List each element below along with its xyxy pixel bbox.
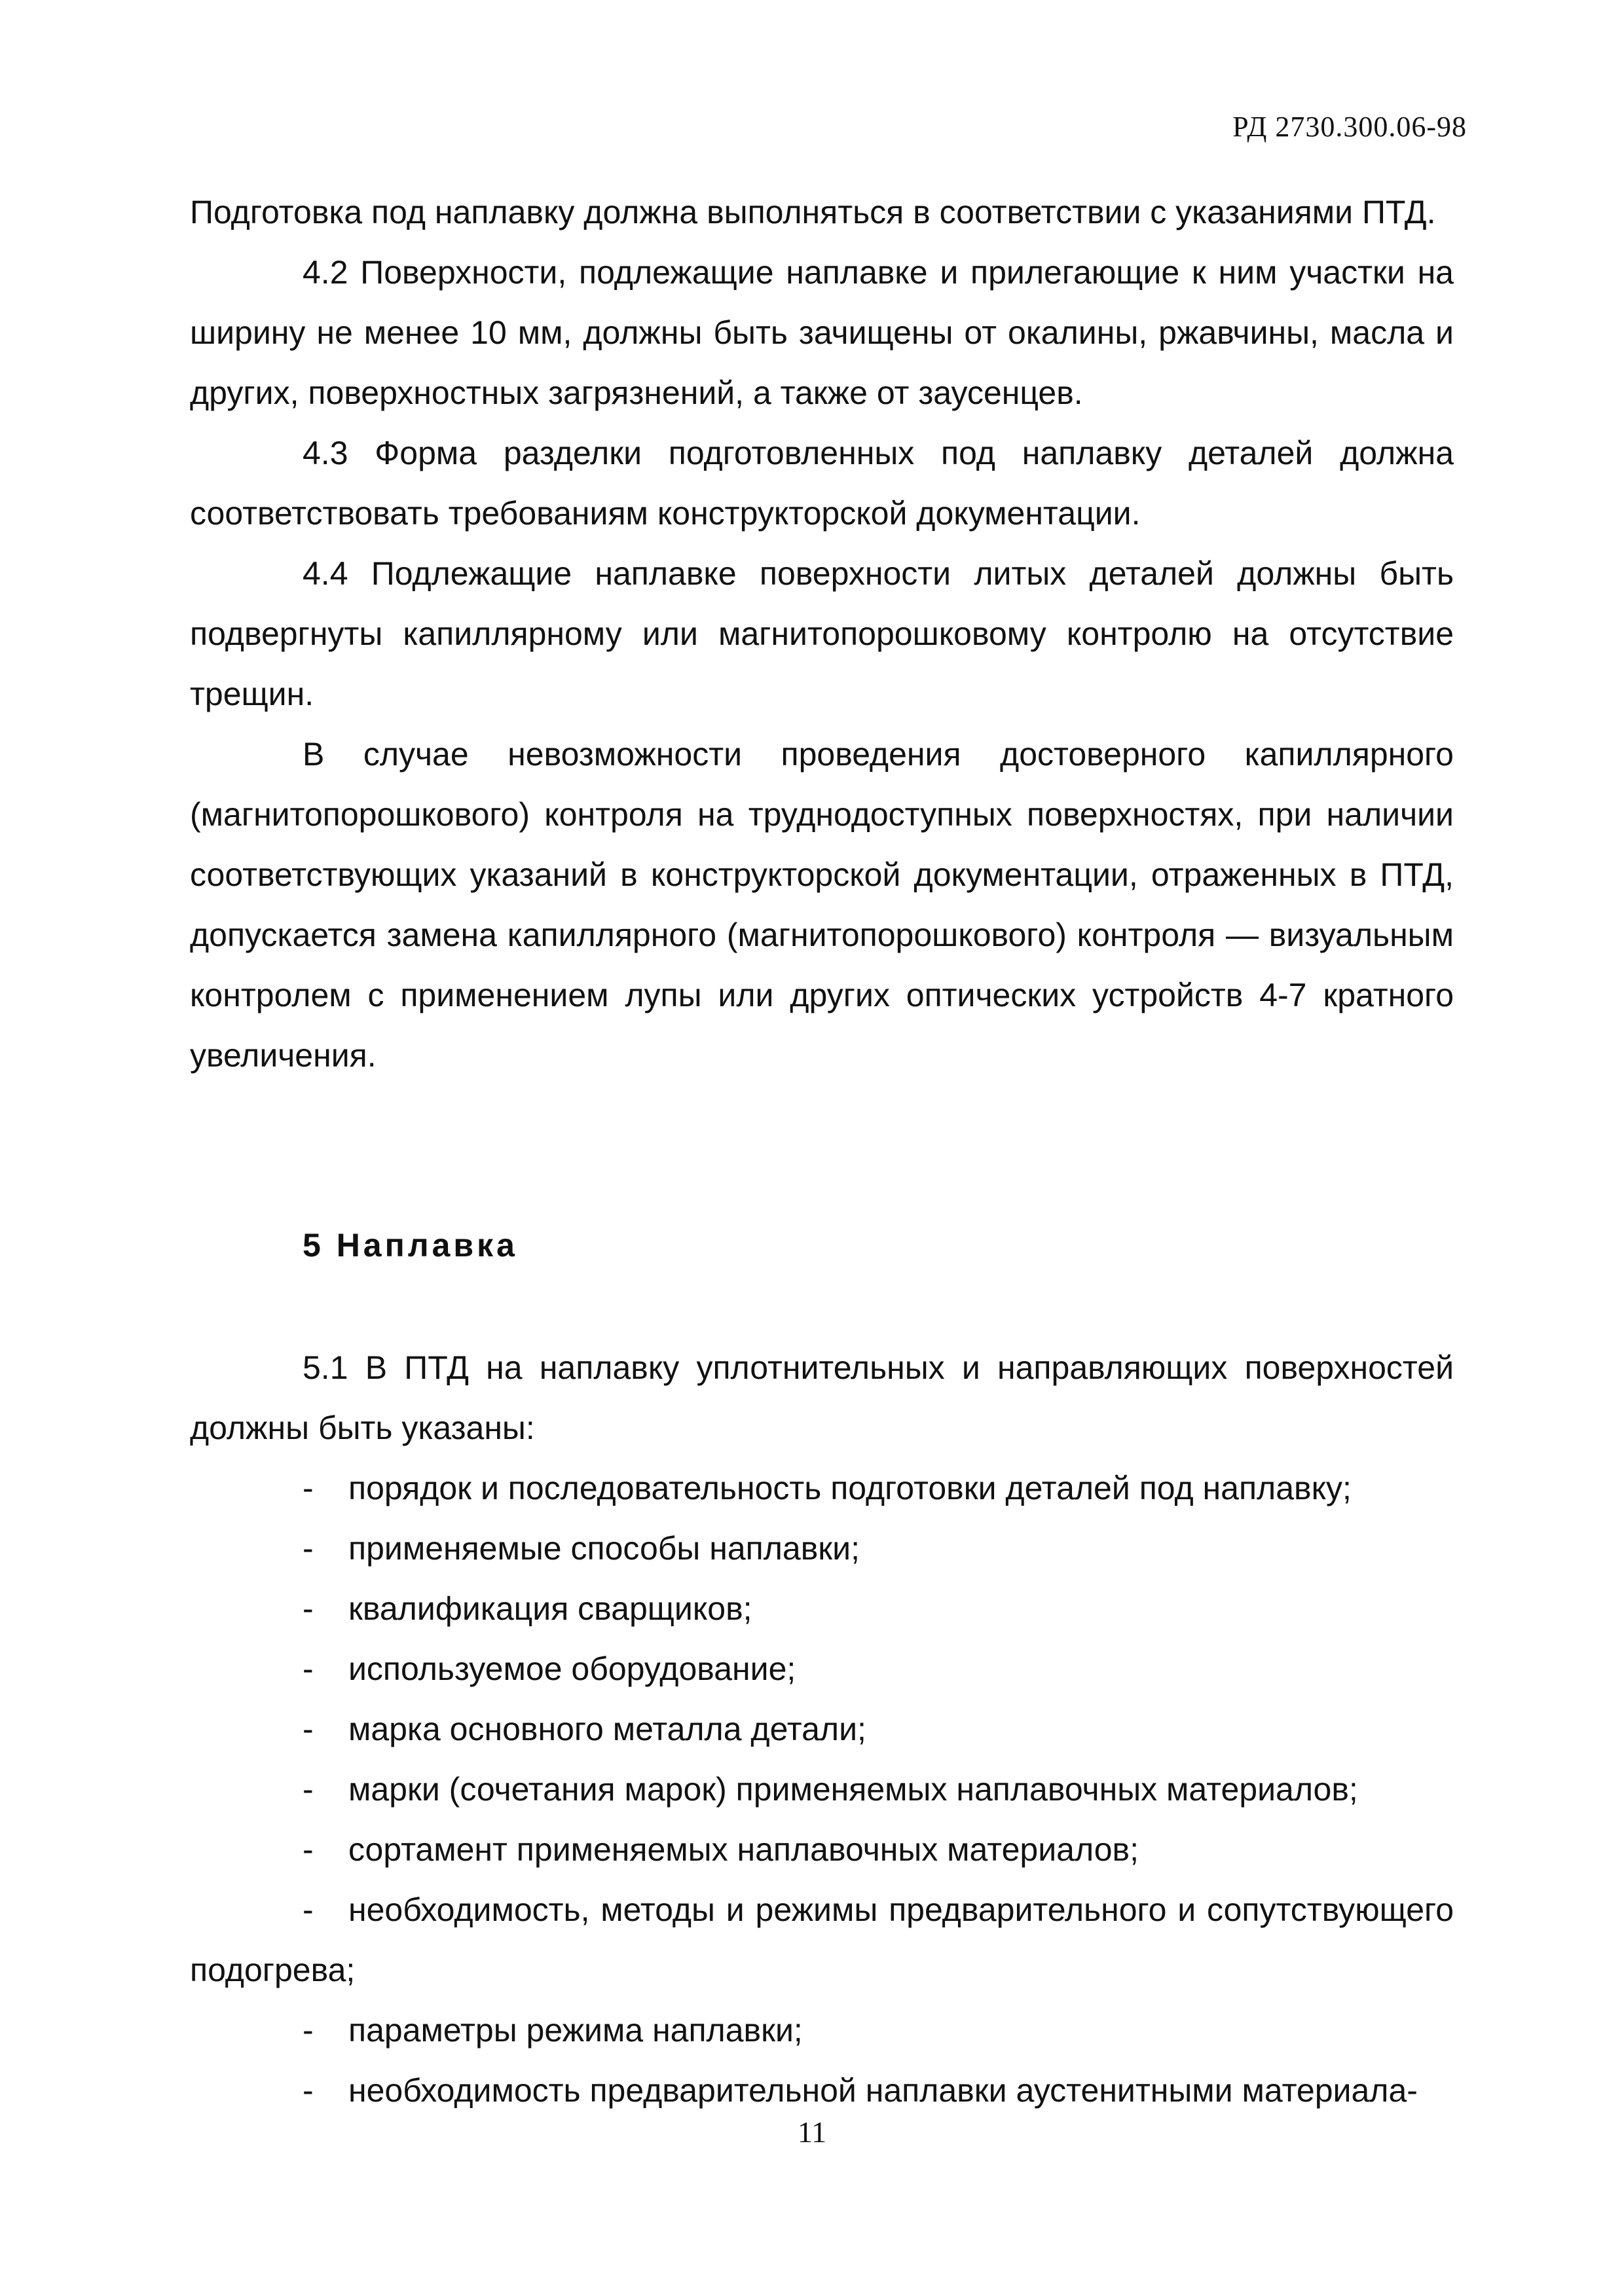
list-dash: - xyxy=(303,1590,314,1627)
list-item-text: параметры режима наплавки; xyxy=(348,2012,803,2049)
list-item-text: марка основного металла детали; xyxy=(348,1711,866,1747)
section-title: 5 Наплавка xyxy=(303,1227,518,1264)
paragraph-inspection-alternative: В случае невозможности проведения достоверного капиллярного (магнитопорошкового) контроля на труднодоступных поверхностях, при наличии соответствующих указаний в конструкторской документации, отраженных в ПТД, допускается замена капиллярного (магнитопорошкового) контроля — визуальным контролем с применением лупы или других оптических устройств 4-7 кратного увеличения. xyxy=(190,736,1454,1074)
list-item xyxy=(190,1639,1454,1699)
list-item-text: порядок и последовательность подготовки деталей под наплавку; xyxy=(348,1470,1352,1506)
document-code: РД 2730.300.06-98 xyxy=(1232,111,1467,143)
page-body xyxy=(190,182,1454,2121)
paragraph-4-3: 4.3 Форма разделки подготовленных под наплавку деталей должна соответствовать требованиям конструкторской документации. xyxy=(190,435,1454,532)
list-dash: - xyxy=(303,1711,314,1747)
list-item-text: квалификация сварщиков; xyxy=(348,1590,752,1627)
list-dash: - xyxy=(303,1650,314,1687)
list-item-text: необходимость предварительной наплавки аустенитными материала- xyxy=(348,2072,1418,2109)
list-item xyxy=(190,1458,1454,1518)
list-dash: - xyxy=(303,2072,314,2109)
paragraph-continuation: Подготовка под наплавку должна выполняться в соответствии с указаниями ПТД. xyxy=(190,194,1436,230)
list-dash: - xyxy=(303,1831,314,1868)
list-dash: - xyxy=(303,1470,314,1506)
list-dash: - xyxy=(303,1891,314,1928)
page-number: 11 xyxy=(797,2115,827,2149)
list-dash: - xyxy=(303,2012,314,2049)
list-item-text: необходимость, методы и режимы предварительного и сопутствующего подогрева; xyxy=(190,1891,1454,1988)
list-item xyxy=(190,2060,1454,2121)
paragraph-5-1: 5.1 В ПТД на наплавку уплотнительных и направляющих поверхностей должны быть указаны: xyxy=(190,1349,1454,1446)
list-item-text: сортамент применяемых наплавочных материалов; xyxy=(348,1831,1139,1868)
paragraph-4-4: 4.4 Подлежащие наплавке поверхности литых деталей должны быть подвергнуты капиллярному или магнитопорошковому контролю на отсутствие трещин. xyxy=(190,555,1454,712)
list-item xyxy=(190,1819,1454,1880)
paragraph-4-2: 4.2 Поверхности, подлежащие наплавке и прилегающие к ним участки на ширину не менее 10 мм, должны быть зачищены от окалины, ржавчины, масла и других, поверхностных загрязнений, а также от заусенцев. xyxy=(190,254,1454,411)
list-item xyxy=(190,2000,1454,2060)
list-item xyxy=(190,1518,1454,1578)
list-item-text: применяемые способы наплавки; xyxy=(348,1530,860,1567)
list-item xyxy=(190,1759,1454,1819)
list-item xyxy=(190,1699,1454,1759)
requirements-list xyxy=(190,1458,1454,2121)
list-item-text: марки (сочетания марок) применяемых наплавочных материалов; xyxy=(348,1771,1358,1808)
list-item-text: используемое оборудование; xyxy=(348,1650,796,1687)
list-item xyxy=(190,1578,1454,1639)
list-dash: - xyxy=(303,1530,314,1567)
list-dash: - xyxy=(303,1771,314,1808)
list-item xyxy=(190,1880,1454,2000)
